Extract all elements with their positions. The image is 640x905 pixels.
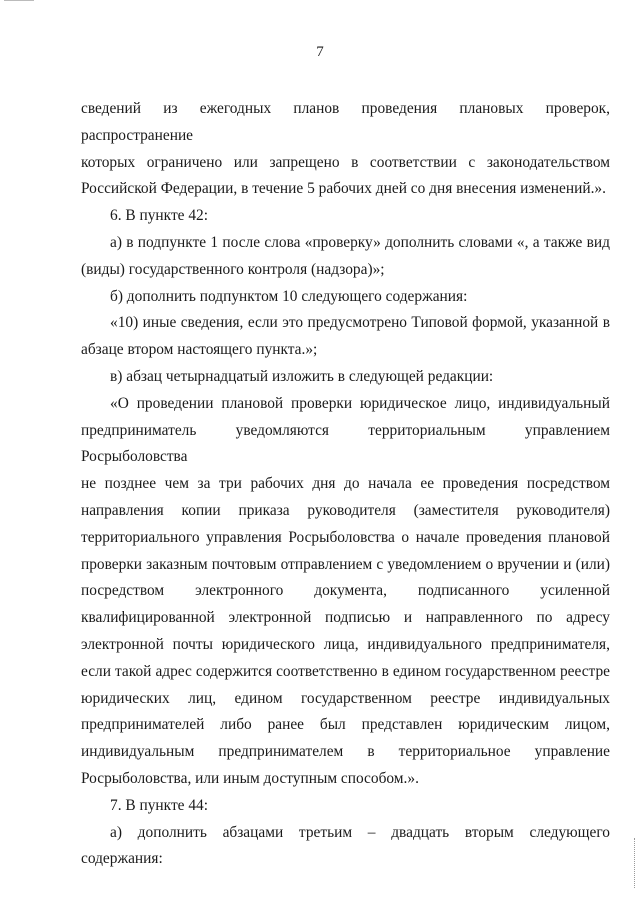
paragraph-line: направления копии приказа руководителя (заместителя руководителя) — [81, 501, 610, 519]
scan-edge-mark — [634, 838, 636, 888]
paragraph-line: «10) иные сведения, если это предусмотрено Типовой формой, указанной в — [110, 314, 610, 332]
paragraph-line: «О проведении плановой проверки юридическое лицо, индивидуальный — [110, 394, 610, 412]
paragraph-line: электронной почты юридического лица, индивидуального предпринимателя, — [81, 635, 610, 653]
paragraph-line: Росрыболовства, или иным доступным способом.». — [81, 769, 419, 787]
paragraph-line: предприниматель уведомляются территориальным управлением Росрыболовства — [81, 421, 610, 466]
paragraph-line: содержания: — [81, 850, 163, 868]
document-body — [81, 96, 610, 873]
paragraph-line: не позднее чем за три рабочих дня до начала ее проведения посредством — [81, 475, 610, 493]
paragraph-line: абзаце втором настоящего пункта.»; — [81, 341, 318, 359]
paragraph-line: территориального управления Росрыболовства о начале проведения плановой — [81, 528, 610, 546]
paragraph-line: в) абзац четырнадцатый изложить в следующей редакции: — [110, 367, 494, 385]
paragraph-line: посредством электронного документа, подписанного усиленной — [81, 582, 610, 600]
clause-heading: 7. В пункте 44: — [110, 796, 209, 814]
paragraph-line: (виды) государственного контроля (надзора)»; — [81, 260, 385, 278]
paragraph-line: а) дополнить абзацами третьим – двадцать вторым следующего — [110, 823, 610, 841]
paragraph-line: предпринимателей либо ранее был представлен юридическим лицом, — [81, 716, 610, 734]
paragraph-line: а) в подпункте 1 после слова «проверку» дополнить словами «, а также вид — [110, 233, 610, 251]
paragraph-line: юридических лиц, едином государственном реестре индивидуальных — [81, 689, 610, 707]
paragraph-line: если такой адрес содержится соответственно в едином государственном реестре — [81, 662, 610, 680]
paragraph-line: б) дополнить подпунктом 10 следующего содержания: — [110, 287, 468, 305]
paragraph-line: проверки заказным почтовым отправлением с уведомлением о вручении и (или) — [81, 555, 610, 573]
scan-edge-mark — [4, 0, 34, 2]
page-number: 7 — [316, 44, 324, 60]
clause-heading: 6. В пункте 42: — [110, 207, 209, 225]
paragraph-line: квалифицированной электронной подписью и направленного по адресу — [81, 609, 610, 627]
paragraph-line: Российской Федерации, в течение 5 рабочих дней со дня внесения изменений.». — [81, 180, 606, 198]
paragraph-line: индивидуальным предпринимателем в территориальное управление — [81, 743, 610, 761]
paragraph-line: которых ограничено или запрещено в соответствии с законодательством — [81, 153, 610, 171]
paragraph-line: сведений из ежегодных планов проведения плановых проверок, распространение — [81, 100, 610, 144]
